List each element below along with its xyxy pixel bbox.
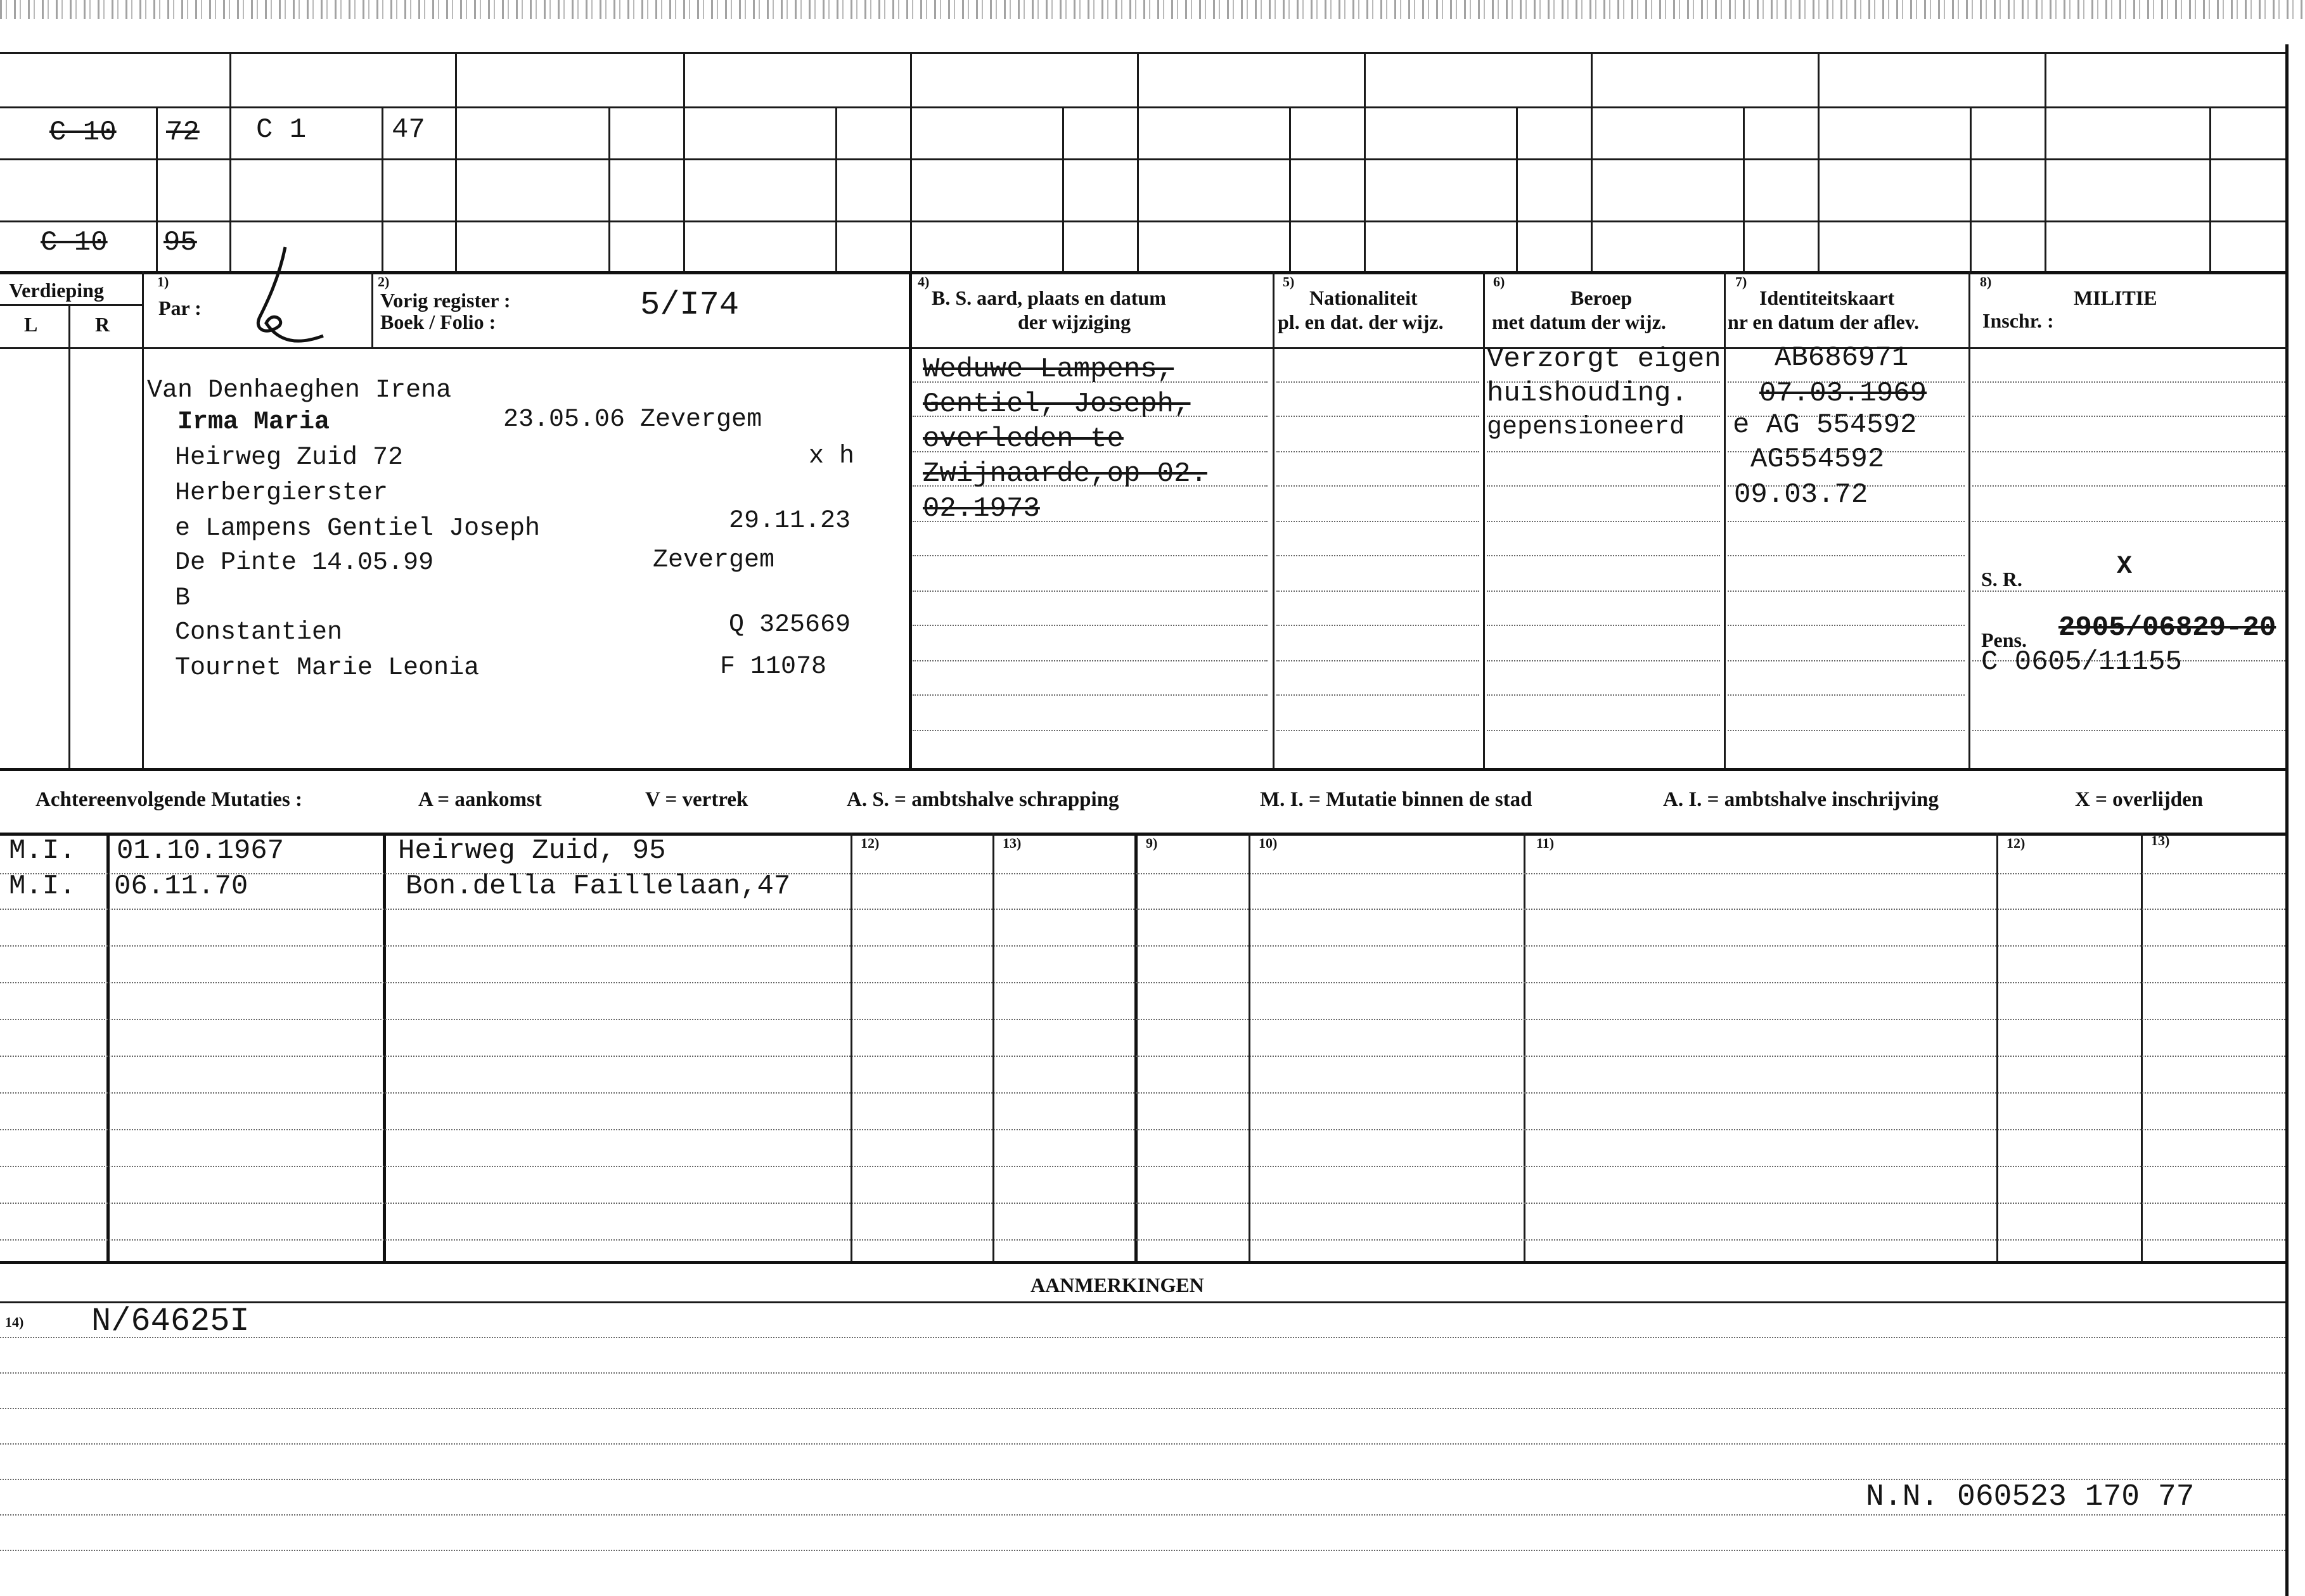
footnote-12a: 12) (861, 835, 880, 851)
person-spouse-date: 29.11.23 (729, 507, 851, 535)
legend-v: V = vertrek (645, 788, 748, 811)
footnote-13b: 13) (2151, 833, 2170, 848)
bs-line-3: overleden te (923, 423, 1124, 455)
bs-text-block (923, 352, 1207, 527)
bs-line-4: Zwijnaarde,op 02. (923, 458, 1207, 490)
person-spouse-place: Zevergem (653, 546, 775, 575)
mutation-date-2: 06.11.70 (114, 871, 248, 902)
beroep-line-2: huishouding. (1487, 378, 1688, 409)
label-verdieping: Verdieping (9, 279, 104, 302)
person-spouse-birth: De Pinte 14.05.99 (175, 549, 434, 577)
label-beroep-2: met datum der wijz. (1492, 310, 1666, 333)
footnote-12b: 12) (2006, 835, 2026, 851)
label-pens: Pens. (1981, 629, 2027, 651)
person-sex-mark: x h (809, 442, 855, 471)
bs-line-2: Gentiel, Joseph, (923, 388, 1191, 420)
person-mother-code: F 11078 (720, 653, 827, 681)
label-identiteitskaart: Identiteitskaart (1759, 286, 1895, 309)
person-father-code: Q 325669 (729, 611, 851, 639)
beroep-line-1: Verzorgt eigen (1487, 343, 1721, 375)
id-card-1: AB686971 (1775, 342, 1909, 374)
label-r: R (95, 313, 110, 336)
bs-line-5: 02.1973 (923, 493, 1040, 525)
struck-code-row3: C-10 (41, 227, 108, 259)
beroep-line-3: gepensioneerd (1487, 413, 1685, 442)
number-47: 47 (392, 114, 425, 146)
label-boek-folio: Boek / Folio : (380, 310, 496, 333)
label-l: L (24, 313, 38, 336)
id-date-2: 09.03.72 (1734, 479, 1868, 511)
mutation-type-1: M.I. (9, 835, 76, 867)
label-bs-2: der wijziging (1018, 310, 1131, 333)
footnote-10: 10) (1259, 835, 1278, 851)
label-id-2: nr en datum der aflev. (1728, 310, 1919, 333)
person-name: Van Denhaeghen Irena (147, 376, 452, 405)
label-sr: S. R. (1981, 568, 2022, 591)
label-bs-1: B. S. aard, plaats en datum (932, 286, 1166, 309)
footnote-7: 7) (1735, 274, 1747, 290)
mutation-address-1: Heirweg Zuid, 95 (398, 835, 666, 867)
scan-noise-top (0, 0, 2305, 19)
footnote-6: 6) (1493, 274, 1505, 290)
remarks-top-line (0, 1301, 2285, 1303)
person-occupation: Herbergierster (175, 479, 388, 508)
id-date-1: 07.03.1969 (1759, 378, 1927, 409)
struck-number-row1: 72 (166, 117, 200, 148)
national-number: N.N. 060523 170 77 (1866, 1480, 2195, 1514)
person-address: Heirweg Zuid 72 (175, 444, 404, 472)
id-card-2: e AG 554592 (1733, 409, 1917, 441)
handwritten-check-mark (241, 241, 330, 355)
footnote-5: 5) (1283, 274, 1295, 290)
legend-as: A. S. = ambtshalve schrapping (847, 788, 1119, 811)
remarks-code: N/64625I (91, 1303, 250, 1340)
footnote-11: 11) (1536, 835, 1555, 851)
legend-mi: M. I. = Mutatie binnen de stad (1260, 788, 1532, 811)
legend-title: Achtereenvolgende Mutaties : (35, 788, 302, 811)
person-father: Constantien (175, 618, 343, 647)
mutation-address-2: Bon.della Faillelaan,47 (406, 871, 791, 902)
vorig-register-value: 5/I74 (640, 286, 740, 324)
struck-number-row3: 95 (164, 227, 197, 259)
id-card-3: AG554592 (1750, 444, 1885, 475)
person-birth: 23.05.06 Zevergem (503, 405, 762, 434)
label-nationaliteit: Nationaliteit (1309, 286, 1418, 309)
pens-struck: 2905/06829-20 (2058, 612, 2276, 644)
label-militie: MILITIE (2074, 286, 2157, 309)
legend-a: A = aankomst (418, 788, 542, 811)
legend-ai: A. I. = ambtshalve inschrijving (1663, 788, 1939, 811)
footnote-1: 1) (157, 274, 169, 290)
label-inschr: Inschr. : (1982, 309, 2054, 332)
person-spouse: e Lampens Gentiel Joseph (175, 514, 541, 543)
bs-line-1: Weduwe Lampens, (923, 354, 1174, 385)
person-mother: Tournet Marie Leonia (175, 654, 480, 682)
label-beroep: Beroep (1570, 286, 1633, 309)
beroep-text-block (1487, 342, 1721, 445)
militie-sr-value: X (2117, 552, 2133, 581)
struck-code-row1: C-10 (49, 117, 117, 148)
footnote-13a: 13) (1003, 835, 1022, 851)
person-given-names: Irma Maria (177, 408, 330, 437)
footnote-4: 4) (918, 274, 930, 290)
legend-x: X = overlijden (2075, 788, 2204, 811)
footnote-9: 9) (1146, 835, 1158, 851)
footnote-14: 14) (5, 1314, 24, 1330)
mutation-type-2: M.I. (9, 871, 76, 902)
person-b: B (175, 584, 191, 613)
label-vorig-register: Vorig register : (380, 289, 511, 312)
mutation-date-1: 01.10.1967 (117, 835, 285, 867)
footnote-8: 8) (1980, 274, 1992, 290)
footnote-2: 2) (378, 274, 390, 290)
code-c1: C 1 (256, 114, 307, 146)
label-aanmerkingen: AANMERKINGEN (1031, 1274, 1204, 1296)
label-par: Par : (158, 297, 202, 319)
pens-value: C 0605/11155 (1981, 646, 2182, 678)
label-nat-2: pl. en dat. der wijz. (1278, 310, 1444, 333)
